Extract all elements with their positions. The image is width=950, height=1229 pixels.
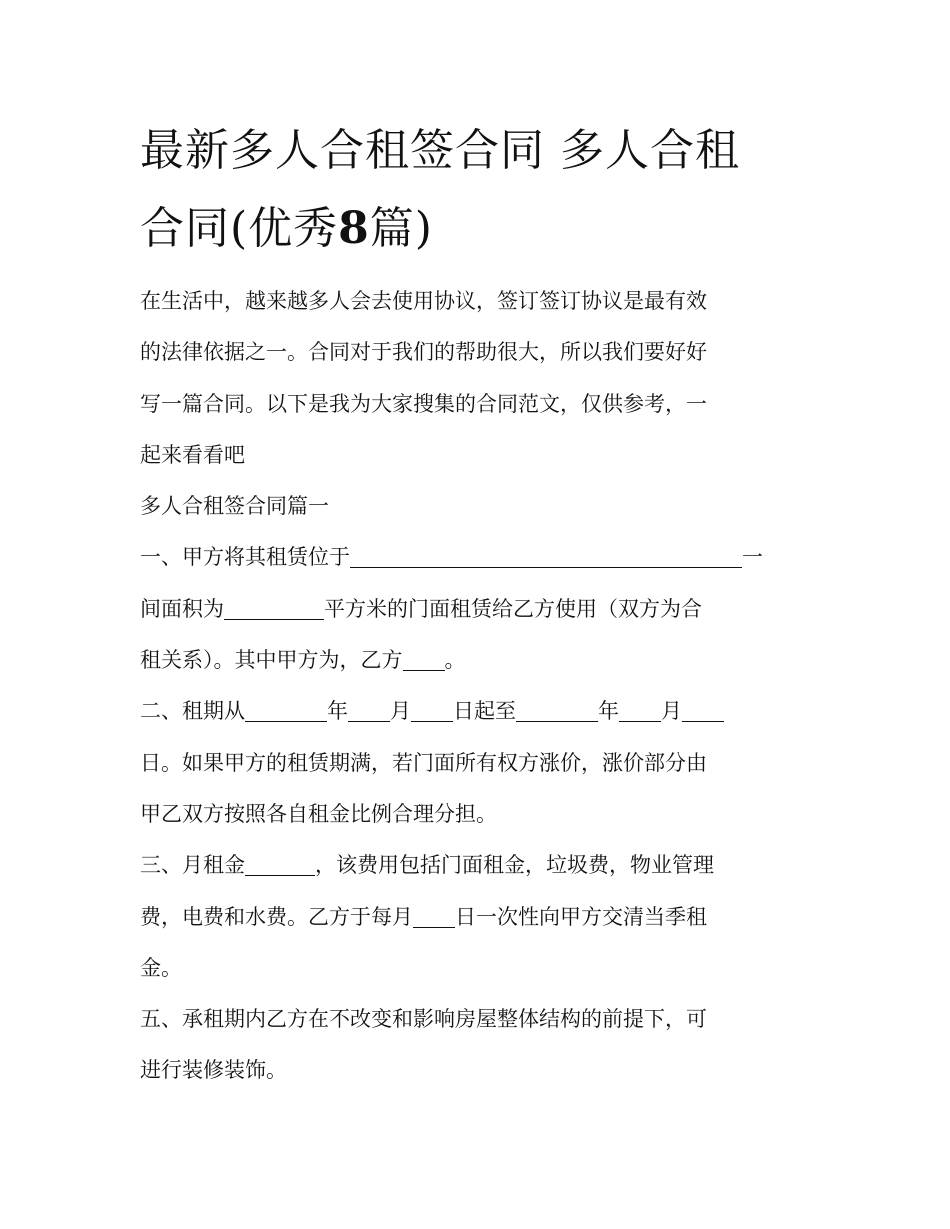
clause-5-text-b: 进行装修装饰。 bbox=[140, 1058, 287, 1083]
blank-area bbox=[224, 597, 324, 620]
clause-1-text-b: 一 bbox=[742, 545, 763, 570]
clause-3-text-a: 三、月租金 bbox=[140, 853, 245, 878]
document-body bbox=[140, 276, 810, 1097]
intro-line-4: 起来看看吧 bbox=[140, 442, 245, 467]
clause-3 bbox=[140, 840, 810, 994]
blank-payment-day bbox=[413, 905, 455, 928]
intro-paragraph bbox=[140, 276, 810, 481]
section-heading: 多人合租签合同篇一 bbox=[140, 494, 329, 519]
blank-end-day bbox=[682, 699, 724, 722]
clause-2-text-d: 日起至 bbox=[453, 699, 516, 724]
blank-monthly-rent bbox=[245, 853, 315, 876]
title-count: 8 bbox=[338, 203, 370, 254]
intro-line-3: 写一篇合同。以下是我为大家搜集的合同范文，仅供参考，一 bbox=[140, 391, 707, 416]
clause-3-text-b: ，该费用包括门面租金，垃圾费，物业管理 bbox=[315, 853, 714, 878]
blank-start-month bbox=[348, 699, 390, 722]
clause-2-text-a: 二、租期从 bbox=[140, 699, 245, 724]
document-title bbox=[140, 112, 820, 268]
clause-5-text-a: 五、承租期内乙方在不改变和影响房屋整体结构的前提下，可 bbox=[140, 1007, 707, 1032]
clause-2-text-f: 月 bbox=[661, 699, 682, 724]
blank-end-year bbox=[516, 699, 598, 722]
clause-1-text-e: 租关系）。其中甲方为，乙方 bbox=[140, 648, 403, 673]
clause-2-text-g: 日。如果甲方的租赁期满，若门面所有权方涨价，涨价部分由 bbox=[140, 750, 707, 775]
clause-2-text-c: 月 bbox=[390, 699, 411, 724]
title-line-2-part-2: 篇) bbox=[369, 203, 433, 254]
clause-5 bbox=[140, 994, 810, 1097]
clause-1-text-c: 间面积为 bbox=[140, 596, 224, 621]
intro-line-2: 的法律依据之一。合同对于我们的帮助很大，所以我们要好好 bbox=[140, 340, 707, 365]
blank-location bbox=[350, 545, 742, 568]
intro-line-1: 在生活中，越来越多人会去使用协议，签订签订协议是最有效 bbox=[140, 289, 707, 313]
clause-2 bbox=[140, 686, 810, 840]
blank-end-month bbox=[619, 699, 661, 722]
clause-1-text-a: 一、甲方将其租赁位于 bbox=[140, 545, 350, 570]
clause-3-text-d: 日一次性向甲方交清当季租 bbox=[455, 904, 707, 929]
blank-start-day bbox=[411, 699, 453, 722]
blank-party-b bbox=[403, 648, 445, 671]
clause-2-text-b: 年 bbox=[327, 699, 348, 724]
title-line-1: 最新多人合租签合同 多人合租 bbox=[140, 125, 740, 176]
clause-1-text-d: 平方米的门面租赁给乙方使用（双方为合 bbox=[324, 596, 702, 621]
clause-3-text-e: 金。 bbox=[140, 955, 182, 980]
clause-2-text-e: 年 bbox=[598, 699, 619, 724]
clause-1 bbox=[140, 532, 810, 686]
title-line-2-part-1: 合同(优秀 bbox=[140, 203, 339, 254]
clause-1-text-f: 。 bbox=[444, 648, 466, 673]
clause-3-text-c: 费，电费和水费。乙方于每月 bbox=[140, 904, 413, 929]
blank-start-year bbox=[245, 699, 327, 722]
clause-2-text-h: 甲乙双方按照各自租金比例合理分担。 bbox=[140, 801, 497, 826]
